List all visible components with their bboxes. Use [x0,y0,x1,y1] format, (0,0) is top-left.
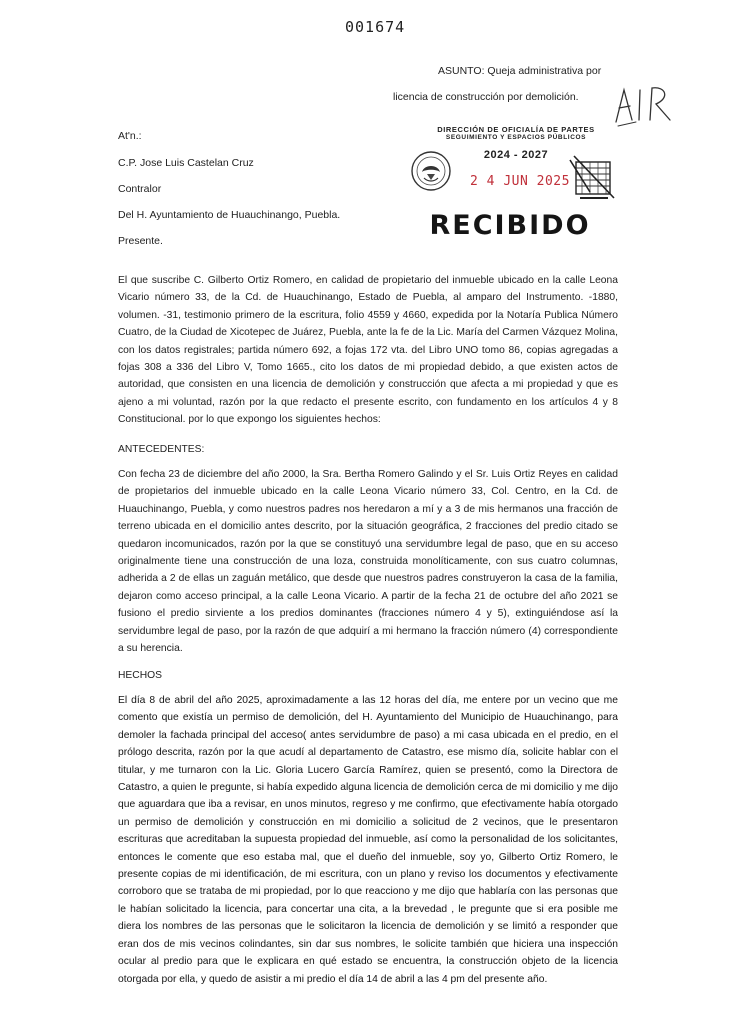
antecedentes-paragraph: Con fecha 23 de diciembre del año 2000, la Sra. Bertha Romero Galindo y el Sr. Luis Ortiz Reyes en calidad de propietarios del inmueble ubicado en la calle Leona Vicario número 33, Col. Centro, en la Cd. de Huauchinango, Puebla, y como nuestros padres nos heredaron a mí y a 3 de mis hermanos una fracción de terreno ubicada en el domicilio antes descrito, por la situación geográfica, 2 fracciones del predio citado se quedaron incomunicados, razón por la que se constituyó una servidumbre legal de paso, que en su acceso originalmente tiene una construcción de una loza, construida monolíticamente, con sus cuatro columnas, adherida a 2 de ellas un zaguán metálico, que desde que nuestros padres construyeron la casa de la familia, dejaron como acceso principal, a la calle Leona Vicario. A partir de la fecha 21 de octubre del año 2021 se fusiono el predio sirviente a los predios dominantes (fracciones número 4 y 5), extinguiéndose así la servidumbre legal de paso, por la razón de que adquirí a mi hermano la fracción número (4) correspondiente a su herencia. [118,469,618,655]
intro-paragraph: El que suscribe C. Gilberto Ortiz Romero, en calidad de propietario del inmueble ubicado en la calle Leona Vicario número 33, de la Cd. de Huauchinango, Estado de Puebla, al amparo del Instrumento. -1880, volumen. -31, testimonio primero de la escritura, folio 4559 y 4660, expedida por la Notaría Publica Número Cuatro, de la Ciudad de Xicotepec de Juárez, Puebla, ante la fe de la Lic. María del Carmen Vázquez Molina, con los datos registrales; partida número 692, a fojas 172 vta. del Libro UNO tomo 86, copias agregadas a fojas 308 a 336 del Libro V, Tomo 1665., cito los datos de mi propiedad debido, a que existen actos de autoridad, que consisten en una licencia de demolición y construcción que afecta a mi propiedad y que es ajeno a mi voluntad, razón por la que redacto el presente escrito, con fundamento en los artículos 4 y 8 Constitucional. por lo que expongo los siguientes hechos: [118,275,618,426]
addressee-institution: Del H. Ayuntamiento de Huauchinango, Puebla. [118,209,341,221]
subject-line-1: ASUNTO: Queja administrativa por [438,65,602,77]
addressee-role: Contralor [118,183,162,195]
hechos-heading: HECHOS [118,670,163,681]
attention-label: At'n.: [118,130,142,142]
municipal-logo-icon [568,154,618,202]
stamp-years: 2024 - 2027 [483,149,549,161]
folio-number: 001674 [345,18,406,36]
stamp-line-1: DIRECCIÓN DE OFICIALÍA DE PARTES [437,125,595,134]
received-stamp-label: RECIBIDO [429,210,591,241]
subject-line-2: licencia de construcción por demolición. [393,91,579,103]
addressee-name: C.P. Jose Luis Castelan Cruz [118,157,254,169]
reception-stamp [398,122,628,247]
stamp-date: 2 4 JUN 2025 [470,174,570,189]
coat-of-arms-seal-icon [410,150,452,192]
antecedentes-heading: ANTECEDENTES: [118,444,205,455]
stamp-line-2: SEGUIMIENTO Y ESPACIOS PÚBLICOS [445,134,587,141]
presente-label: Presente. [118,235,163,247]
hechos-paragraph: El día 8 de abril del año 2025, aproximadamente a las 12 horas del día, me entere por un vecino que me comento que existía un permiso de demolición, del H. Ayuntamiento del Municipio de Huauchinango, para demoler la fachada principal del acceso( antes servidumbre de paso) a mi casa ubicada en el predio, en el prólogo descrita, razón por la que acudí al departamento de Catastro, ese mismo día, solicite hablar con el titular, y me turnaron con la Lic. Gloria Lucero García Ramírez, quien se presentó, como la Directora de Catastro, a quien le pregunte, si había expedido alguna licencia de demolición cerca de mi domicilio y me dijo que aguardara que iba a revisar, en unos minutos, regreso y me confirmo, que efectivamente había otorgado un permiso de demolición y construcción en mi domicilio a solicitud de 2 vecinos, que le presentaron escrituras que acreditaban la supuesta propiedad del inmueble, así como la personalidad de los solicitantes, entonces le comente que eso estaba mal, que el dueño del inmueble, soy yo, Gilberto Ortiz Romero, le presente copias de mi identificación, de mi escritura, con un plano y reviso los documentos y efectivamente corroboro que se trataba de mi propiedad, por lo que reacciono y me dijo que hablaría con las personas que le habían solicitado la licencia, para concertar una cita, a la brevedad , le pregunte que si era posible me diera los nombres de las personas que le solicitaron la licencia de demolición y se limitó a responder que eran dos de mis vecinos colindantes, sin dar sus nombres, le solicite también que hiciera una inspección ocular al predio para que le explicara en qué estado se encuentra, la construcción objeto de la licencia otorgada por ella, y quedo de asistir a mi predio el día 14 de abril a las 4 pm del presente año. [118,695,618,985]
